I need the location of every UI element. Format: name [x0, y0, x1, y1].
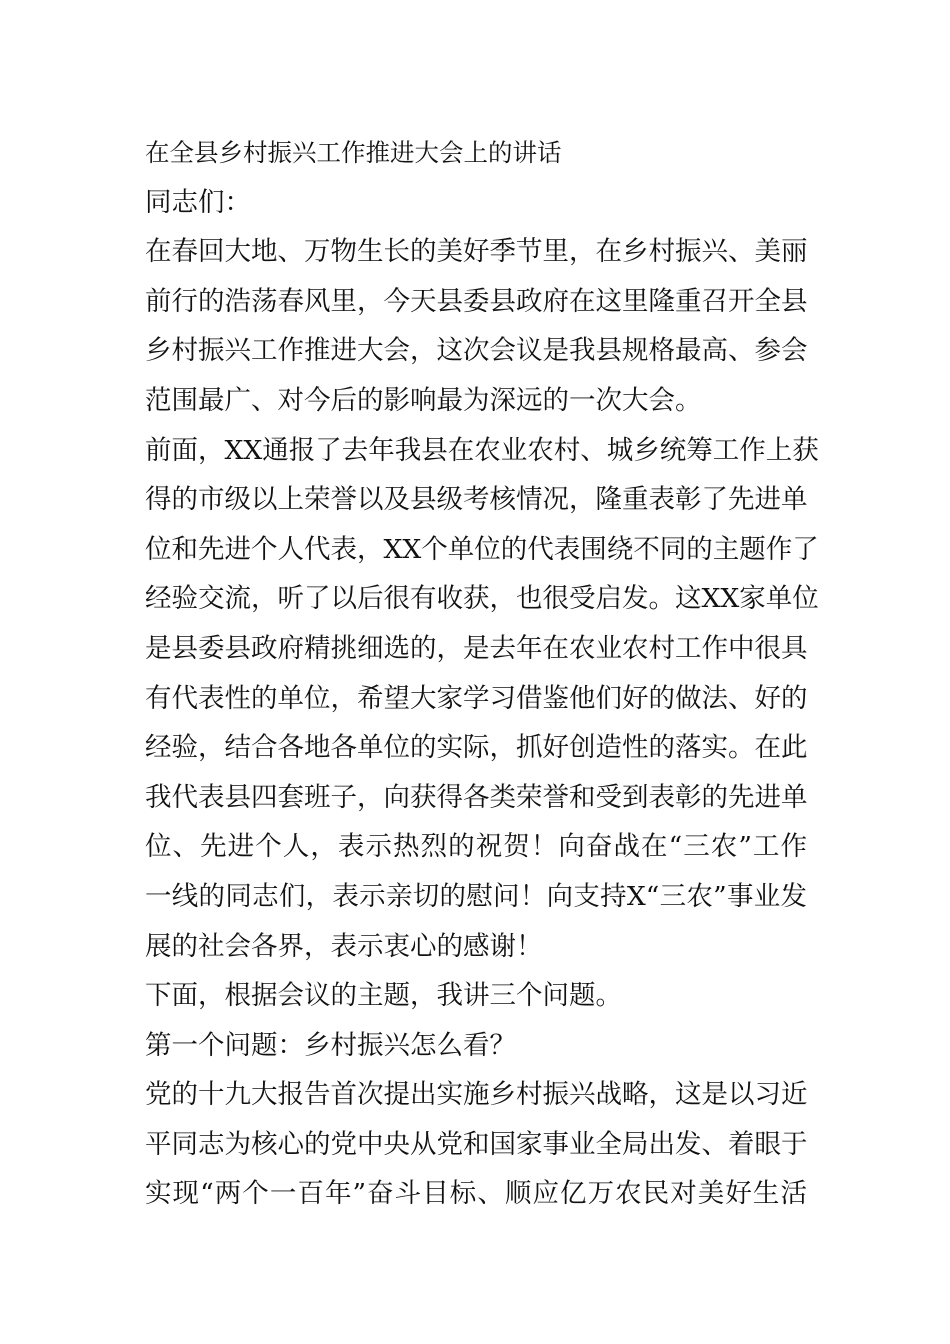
paragraph-line: 展的社会各界，表示衷心的感谢！: [145, 930, 543, 962]
paragraph-line: 一线的同志们，表示亲切的慰问！向支持X“三农”事业发: [145, 880, 807, 912]
paragraph-line: 前面，XX通报了去年我县在农业农村、城乡统筹工作上获: [145, 434, 819, 466]
paragraph-line: 有代表性的单位，希望大家学习借鉴他们好的做法、好的: [145, 682, 808, 714]
paragraph-line: 实现“两个一百年”奋斗目标、顺应亿万农民对美好生活: [145, 1178, 807, 1210]
paragraph-line: 我代表县四套班子，向获得各类荣誉和受到表彰的先进单: [145, 781, 808, 813]
document-title: 在全县乡村振兴工作推进大会上的讲话: [145, 138, 562, 167]
paragraph-line: 党的十九大报告首次提出实施乡村振兴战略，这是以习近: [145, 1079, 808, 1111]
paragraph-line: 在春回大地、万物生长的美好季节里，在乡村振兴、美丽: [145, 236, 808, 268]
section-heading: 第一个问题：乡村振兴怎么看？: [145, 1029, 516, 1061]
paragraph-line: 是县委县政府精挑细选的，是去年在农业农村工作中很具: [145, 632, 808, 664]
paragraph-outline: [145, 971, 807, 1021]
greeting: 同志们：: [145, 186, 251, 218]
paragraph-line: 范围最广、对今后的影响最为深远的一次大会。: [145, 384, 702, 416]
paragraph-line: 位、先进个人，表示热烈的祝贺！向奋战在“三农”工作: [145, 831, 807, 863]
document-body: [145, 128, 819, 1219]
paragraph-review: [145, 426, 819, 972]
paragraph-opening: [145, 227, 807, 425]
paragraph-strategy: [145, 1070, 807, 1219]
paragraph-line: 经验，结合各地各单位的实际，抓好创造性的落实。在此: [145, 732, 808, 764]
paragraph-line: 位和先进个人代表，XX个单位的代表围绕不同的主题作了: [145, 533, 819, 565]
paragraph-line: 乡村振兴工作推进大会，这次会议是我县规格最高、参会: [145, 335, 808, 367]
paragraph-line: 得的市级以上荣誉以及县级考核情况，隆重表彰了先进单: [145, 484, 808, 516]
paragraph-line: 经验交流，听了以后很有收获，也很受启发。这XX家单位: [145, 583, 819, 615]
section-heading-1: [145, 1021, 807, 1071]
paragraph-line: 下面，根据会议的主题，我讲三个问题。: [145, 980, 622, 1012]
paragraph-line: 平同志为核心的党中央从党和国家事业全局出发、着眼于: [145, 1128, 808, 1160]
paragraph-line: 前行的浩荡春风里，今天县委县政府在这里隆重召开全县: [145, 285, 808, 317]
